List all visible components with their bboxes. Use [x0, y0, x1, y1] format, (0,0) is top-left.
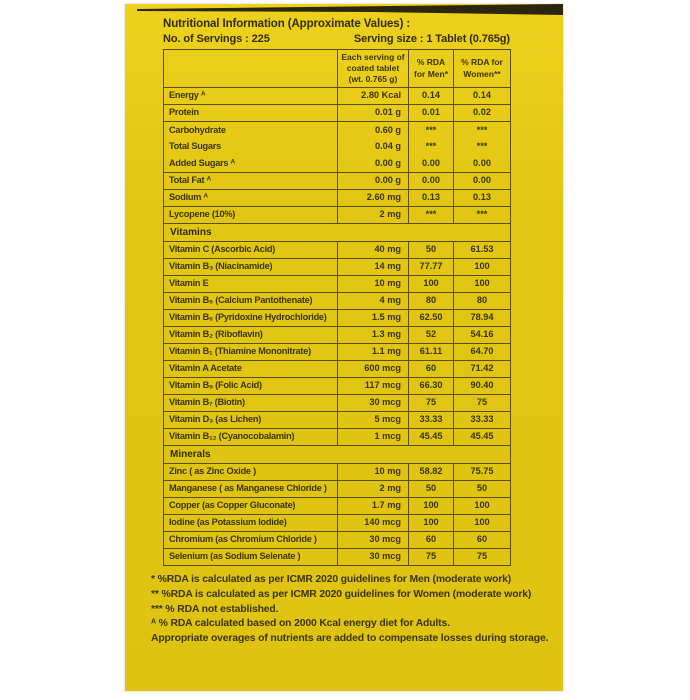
- table-row: [164, 464, 511, 481]
- nutrient-name: Vitamin B₁₂ (Cyanocobalamin): [164, 429, 338, 446]
- nutrient-amount: 40 mg: [338, 242, 409, 259]
- nutrient-amount: 2 mg: [338, 481, 409, 498]
- page-title: Nutritional Information (Approximate Values) :: [163, 18, 411, 30]
- nutrient-name: Vitamin B₅ (Calcium Pantothenate): [164, 293, 338, 310]
- nutrient-name: Sodium ᴬ: [164, 190, 338, 207]
- rda-men-value: 77.77: [409, 259, 454, 276]
- rda-women-value: ***: [454, 122, 511, 139]
- rda-men-value: 61.11: [409, 344, 454, 361]
- nutrient-name: Vitamin E: [164, 276, 338, 293]
- rda-men-value: ***: [409, 122, 454, 139]
- rda-men-value: 45.45: [409, 429, 454, 446]
- nutrient-name: Zinc ( as Zinc Oxide ): [164, 464, 338, 481]
- nutrient-amount: 1.5 mg: [338, 310, 409, 327]
- nutrient-amount: 1.1 mg: [338, 344, 409, 361]
- nutrient-amount: 140 mcg: [338, 515, 409, 532]
- column-header-nutrient: [164, 50, 338, 88]
- nutrient-amount: 1.7 mg: [338, 498, 409, 515]
- column-header-serving: Each serving of coated tablet (wt. 0.765 g): [338, 50, 409, 88]
- rda-women-value: 75: [454, 395, 511, 412]
- nutrient-name: Vitamin B₇ (Biotin): [164, 395, 338, 412]
- nutrient-amount: 0.01 g: [338, 105, 409, 122]
- nutrient-name: Vitamin B₆ (Pyridoxine Hydrochloride): [164, 310, 338, 327]
- table-row: [164, 207, 511, 224]
- rda-women-value: 100: [454, 276, 511, 293]
- nutrient-amount: 10 mg: [338, 276, 409, 293]
- nutrient-name: Energy ᴬ: [164, 88, 338, 105]
- rda-women-value: 100: [454, 498, 511, 515]
- nutrient-amount: 4 mg: [338, 293, 409, 310]
- column-header-rda-men: % RDA for Men*: [409, 50, 454, 88]
- nutrient-amount: 30 mcg: [338, 549, 409, 566]
- label-content: [151, 18, 549, 647]
- nutrient-name: Iodine (as Potassium Iodide): [164, 515, 338, 532]
- table-row: [164, 190, 511, 207]
- rda-men-value: 100: [409, 515, 454, 532]
- rda-men-value: 50: [409, 242, 454, 259]
- footnote-line: ᴬ % RDA calculated based on 2000 Kcal energy diet for Adults.: [151, 618, 450, 630]
- servings-count: No. of Servings : 225: [163, 33, 270, 45]
- rda-women-value: 0.02: [454, 105, 511, 122]
- table-row: [164, 515, 511, 532]
- nutrient-amount: 14 mg: [338, 259, 409, 276]
- nutrient-name: Copper (as Copper Gluconate): [164, 498, 338, 515]
- rda-women-value: 60: [454, 532, 511, 549]
- footnote-line: ** %RDA is calculated as per ICMR 2020 guidelines for Women (moderate work): [151, 588, 532, 600]
- table-row: [164, 139, 511, 156]
- rda-women-value: 100: [454, 515, 511, 532]
- table-row: [164, 310, 511, 327]
- rda-women-value: 0.14: [454, 88, 511, 105]
- column-header-rda-women: % RDA for Women**: [454, 50, 511, 88]
- rda-men-value: 60: [409, 532, 454, 549]
- column-header-row: [164, 50, 511, 88]
- rda-men-value: 62.50: [409, 310, 454, 327]
- rda-men-value: 75: [409, 549, 454, 566]
- nutrient-amount: 2.80 Kcal: [338, 88, 409, 105]
- rda-men-value: 60: [409, 361, 454, 378]
- rda-men-value: 75: [409, 395, 454, 412]
- table-row: [164, 293, 511, 310]
- rda-men-value: 0.14: [409, 88, 454, 105]
- rda-women-value: 90.40: [454, 378, 511, 395]
- table-row: [164, 481, 511, 498]
- nutrient-name: Vitamin B₉ (Folic Acid): [164, 378, 338, 395]
- nutrient-amount: 1 mcg: [338, 429, 409, 446]
- table-row: [164, 122, 511, 139]
- rda-men-value: 66.30: [409, 378, 454, 395]
- rda-women-value: 78.94: [454, 310, 511, 327]
- nutrient-name: Vitamin B₃ (Niacinamide): [164, 259, 338, 276]
- nutrient-name: Total Sugars: [169, 141, 221, 152]
- rda-women-value: 50: [454, 481, 511, 498]
- nutrient-amount: 30 mcg: [338, 532, 409, 549]
- nutrient-name: Protein: [164, 105, 338, 122]
- rda-women-value: 61.53: [454, 242, 511, 259]
- rda-women-value: ***: [454, 139, 511, 156]
- rda-women-value: ***: [454, 207, 511, 224]
- nutrient-name: Carbohydrate: [169, 124, 226, 135]
- rda-men-value: 0.00: [409, 156, 454, 173]
- table-row: [164, 327, 511, 344]
- nutrient-amount: 0.60 g: [338, 122, 409, 139]
- nutrient-name: Selenium (as Sodium Selenate ): [164, 549, 338, 566]
- nutrition-table-body: [164, 88, 511, 566]
- table-row: [164, 429, 511, 446]
- section-header: Vitamins: [164, 224, 511, 242]
- rda-women-value: 54.16: [454, 327, 511, 344]
- rda-women-value: 75: [454, 549, 511, 566]
- rda-women-value: 0.00: [454, 156, 511, 173]
- table-row: [164, 395, 511, 412]
- nutrient-amount: 2 mg: [338, 207, 409, 224]
- nutrient-name: Vitamin A Acetate: [164, 361, 338, 378]
- table-row: [164, 549, 511, 566]
- footnote-line: Appropriate overages of nutrients are added to compensate losses during storage.: [151, 633, 549, 645]
- nutrient-name: Vitamin B₂ (Riboflavin): [164, 327, 338, 344]
- nutrient-name: Added Sugars ᴬ: [164, 156, 338, 173]
- rda-men-value: 50: [409, 481, 454, 498]
- table-row: [164, 378, 511, 395]
- nutrient-amount: 2.60 mg: [338, 190, 409, 207]
- table-row: [164, 412, 511, 429]
- rda-men-value: 100: [409, 498, 454, 515]
- table-row: [164, 498, 511, 515]
- nutrition-table: [163, 49, 511, 566]
- rda-women-value: 45.45: [454, 429, 511, 446]
- nutrition-label: [125, 4, 563, 691]
- nutrient-name: Lycopene (10%): [164, 207, 338, 224]
- rda-women-value: 75.75: [454, 464, 511, 481]
- nutrient-name: Vitamin C (Ascorbic Acid): [164, 242, 338, 259]
- rda-men-value: ***: [409, 139, 454, 156]
- rda-women-value: 71.42: [454, 361, 511, 378]
- rda-women-value: 100: [454, 259, 511, 276]
- table-row: [164, 156, 511, 173]
- footnote-line: * %RDA is calculated as per ICMR 2020 guidelines for Men (moderate work): [151, 574, 512, 585]
- rda-men-value: 33.33: [409, 412, 454, 429]
- table-row: [164, 242, 511, 259]
- table-row: [164, 361, 511, 378]
- nutrient-name: Total Fat ᴬ: [164, 173, 338, 190]
- rda-women-value: 80: [454, 293, 511, 310]
- footnotes: [151, 573, 549, 647]
- table-row: [164, 259, 511, 276]
- table-row: [164, 276, 511, 293]
- rda-men-value: 0.01: [409, 105, 454, 122]
- nutrient-amount: 10 mg: [338, 464, 409, 481]
- rda-men-value: 0.00: [409, 173, 454, 190]
- serving-info: [163, 33, 510, 45]
- table-row: [164, 88, 511, 105]
- nutrient-name: Manganese ( as Manganese Chloride ): [164, 481, 338, 498]
- table-row: [164, 105, 511, 122]
- table-row: [164, 532, 511, 549]
- nutrient-name: Chromium (as Chromium Chloride ): [164, 532, 338, 549]
- nutrient-amount: 30 mcg: [338, 395, 409, 412]
- rda-women-value: 0.00: [454, 173, 511, 190]
- nutrient-amount: 1.3 mg: [338, 327, 409, 344]
- nutrient-amount: 600 mcg: [338, 361, 409, 378]
- section-header: Minerals: [164, 446, 511, 464]
- rda-women-value: 64.70: [454, 344, 511, 361]
- rda-men-value: ***: [409, 207, 454, 224]
- table-row: [164, 173, 511, 190]
- section-header-row: [164, 224, 511, 242]
- nutrient-amount: 0.04 g: [338, 139, 409, 156]
- footnote-line: *** % RDA not established.: [151, 603, 279, 615]
- nutrient-amount: 117 mcg: [338, 378, 409, 395]
- rda-men-value: 58.82: [409, 464, 454, 481]
- rda-men-value: 0.13: [409, 190, 454, 207]
- rda-men-value: 80: [409, 293, 454, 310]
- rda-women-value: 33.33: [454, 412, 511, 429]
- nutrient-amount: 0.00 g: [338, 173, 409, 190]
- rda-men-value: 52: [409, 327, 454, 344]
- nutrient-amount: 0.00 g: [338, 156, 409, 173]
- table-row: [164, 344, 511, 361]
- rda-men-value: 100: [409, 276, 454, 293]
- nutrient-name: Vitamin D₃ (as Lichen): [164, 412, 338, 429]
- nutrient-amount: 5 mcg: [338, 412, 409, 429]
- serving-size: Serving size : 1 Tablet (0.765g): [353, 33, 510, 45]
- section-header-row: [164, 446, 511, 464]
- rda-women-value: 0.13: [454, 190, 511, 207]
- nutrient-name: Vitamin B₁ (Thiamine Mononitrate): [164, 344, 338, 361]
